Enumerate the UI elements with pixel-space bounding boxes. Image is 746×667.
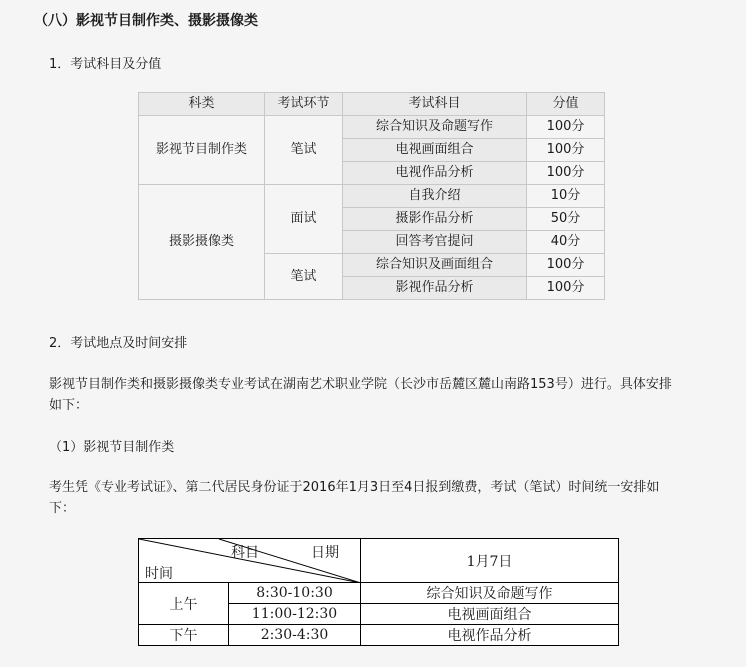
subject-cell: 综合知识及命题写作 <box>343 116 527 139</box>
subject-cell: 摄影作品分析 <box>343 208 527 231</box>
corner-time-label: 时间 <box>145 566 173 582</box>
subject-cell: 综合知识及命题写作 <box>361 583 619 604</box>
score-cell: 50分 <box>527 208 605 231</box>
subject-cell: 回答考官提问 <box>343 231 527 254</box>
paragraph-registration-line1: 考生凭《专业考试证》、第二代居民身份证于2016年1月3日至4日报到缴费，考试（笔试）时间统一安排如 <box>49 480 660 495</box>
date-header-cell: 1月7日 <box>361 539 619 583</box>
paragraph-registration-line2: 下： <box>49 501 76 516</box>
time-cell: 8:30-10:30 <box>229 583 361 604</box>
period-cell-morning: 上午 <box>139 583 229 625</box>
subject-cell: 电视作品分析 <box>343 162 527 185</box>
header-category: 科类 <box>139 93 265 116</box>
period-cell-afternoon: 下午 <box>139 625 229 646</box>
subjects-score-table <box>138 92 605 300</box>
score-cell: 100分 <box>527 277 605 300</box>
exam-schedule-table <box>138 538 619 646</box>
time-cell: 11:00-12:30 <box>229 604 361 625</box>
subject-cell: 综合知识及画面组合 <box>343 254 527 277</box>
category-cell: 摄影摄像类 <box>139 185 265 300</box>
paragraph-location-line1: 影视节目制作类和摄影摄像类专业考试在湖南艺术职业学院（长沙市岳麓区麓山南路153号）进行。具体安排 <box>49 377 672 392</box>
table-row <box>139 116 605 139</box>
header-score: 分值 <box>527 93 605 116</box>
stage-cell: 笔试 <box>265 254 343 300</box>
table-row <box>139 583 619 604</box>
header-stage: 考试环节 <box>265 93 343 116</box>
table-header-row <box>139 539 619 583</box>
score-cell: 100分 <box>527 116 605 139</box>
table-header-row <box>139 93 605 116</box>
time-cell: 2:30-4:30 <box>229 625 361 646</box>
score-cell: 100分 <box>527 254 605 277</box>
score-cell: 100分 <box>527 139 605 162</box>
subsection-title-subjects: 1．考试科目及分值 <box>49 57 162 72</box>
corner-subject-label: 科目 <box>231 545 259 561</box>
header-subject: 考试科目 <box>343 93 527 116</box>
table-row <box>139 185 605 208</box>
subject-cell: 电视画面组合 <box>343 139 527 162</box>
subsection-title-film-production: （1）影视节目制作类 <box>49 440 175 455</box>
subject-cell: 电视作品分析 <box>361 625 619 646</box>
subject-cell: 影视作品分析 <box>343 277 527 300</box>
score-cell: 10分 <box>527 185 605 208</box>
stage-cell: 面试 <box>265 185 343 254</box>
subject-cell: 自我介绍 <box>343 185 527 208</box>
paragraph-location-line2: 如下： <box>49 398 89 413</box>
subject-cell: 电视画面组合 <box>361 604 619 625</box>
score-cell: 100分 <box>527 162 605 185</box>
corner-date-label: 日期 <box>311 545 339 561</box>
stage-cell: 笔试 <box>265 116 343 185</box>
score-cell: 40分 <box>527 231 605 254</box>
subsection-title-schedule: 2．考试地点及时间安排 <box>49 336 188 351</box>
table-row <box>139 625 619 646</box>
category-cell: 影视节目制作类 <box>139 116 265 185</box>
diagonal-header-cell <box>139 539 361 583</box>
section-title: （八）影视节目制作类、摄影摄像类 <box>34 13 258 29</box>
